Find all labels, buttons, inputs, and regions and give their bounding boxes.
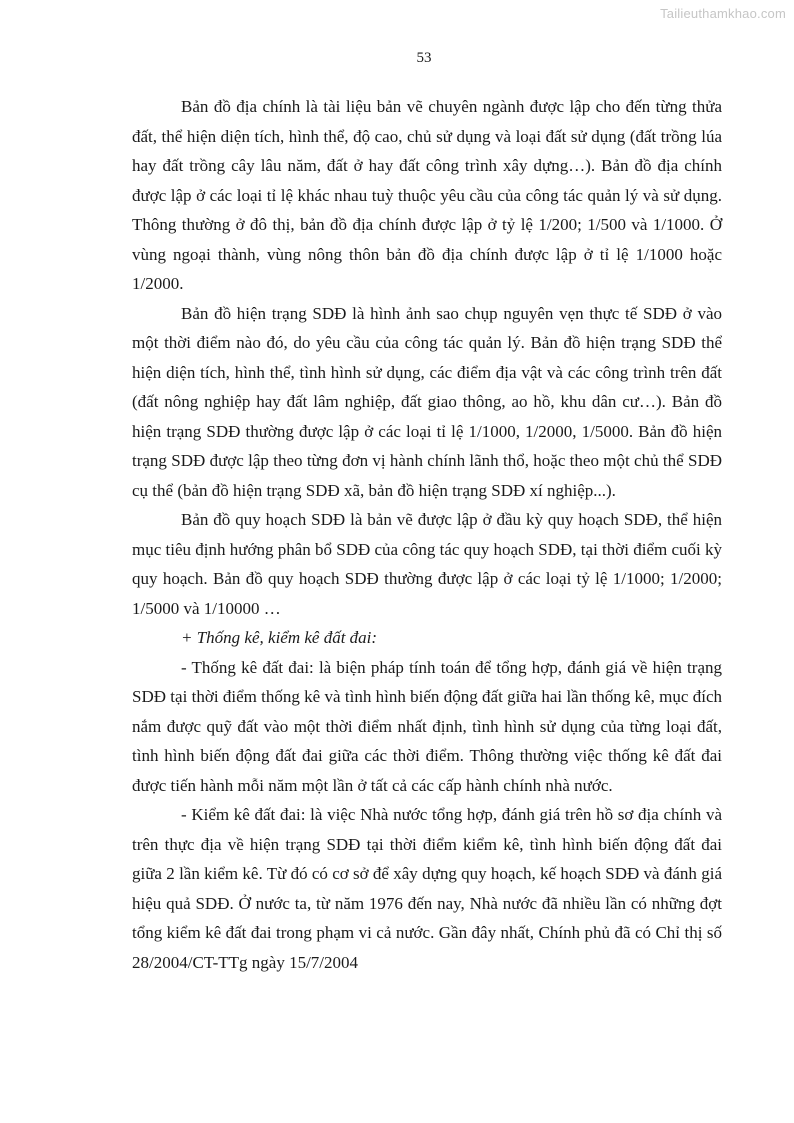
paragraph-land-statistics: - Thống kê đất đai: là biện pháp tính toán để tổng hợp, đánh giá về hiện trạng SDĐ tại thời điểm thống kê và tình hình biến động đất giữa hai lần thống kê, mục đích nắm được quỹ đất vào một thời điểm nhất định, tình hình sử dụng của từng loại đất, tình hình biến động đất đai giữa các thời điểm. Thông thường việc thống kê đất đai được tiến hành mỗi năm một lần ở tất cả các cấp hành chính nhà nước. [132, 657, 722, 795]
paragraph-cadastral-map: Bản đồ địa chính là tài liệu bản vẽ chuyên ngành được lập cho đến từng thửa đất, thể hiện diện tích, hình thể, độ cao, chủ sử dụng và loại đất sử dụng (đất trồng lúa hay đất trồng cây lâu năm, đất ở hay đất công trình xây dựng…). Bản đồ địa chính được lập ở các loại tỉ lệ khác nhau tuỳ thuộc yêu cầu của công tác quản lý và sử dụng. Thông thường ở đô thị, bản đồ địa chính được lập ở tỷ lệ 1/200; 1/500 và 1/1000. Ở vùng ngoại thành, vùng nông thôn bản đồ địa chính được lập ở tỉ lệ 1/1000 hoặc 1/2000. [132, 97, 722, 293]
section-heading-land-statistics: + Thống kê, kiểm kê đất đai: [181, 628, 378, 647]
paragraph-current-land-use-map: Bản đồ hiện trạng SDĐ là hình ảnh sao chụp nguyên vẹn thực tế SDĐ ở vào một thời điểm nào đó, do yêu cầu của công tác quản lý. Bản đồ hiện trạng SDĐ thể hiện diện tích, hình thể, tình hình sử dụng, các điểm địa vật và các công trình trên đất (đất nông nghiệp hay đất lâm nghiệp, đất giao thông, ao hồ, khu dân cư…). Bản đồ hiện trạng SDĐ thường được lập ở các loại tỉ lệ 1/1000, 1/2000, 1/5000. Bản đồ hiện trạng SDĐ được lập theo từng đơn vị hành chính lãnh thổ, hoặc theo một chủ thể SDĐ cụ thể (bản đồ hiện trạng SDĐ xã, bản đồ hiện trạng SDĐ xí nghiệp...). [132, 303, 722, 500]
page-number: 53 [416, 50, 432, 66]
paragraph-land-use-planning-map: Bản đồ quy hoạch SDĐ là bản vẽ được lập ở đầu kỳ quy hoạch SDĐ, thể hiện mục tiêu định hướng phân bổ SDĐ của công tác quy hoạch SDĐ, tại thời điểm cuối kỳ quy hoạch. Bản đồ quy hoạch SDĐ thường được lập ở các loại tỷ lệ 1/1000; 1/2000; 1/5000 và 1/10000 … [132, 510, 722, 618]
paragraph-land-inventory: - Kiểm kê đất đai: là việc Nhà nước tổng hợp, đánh giá trên hồ sơ địa chính và trên thực địa về hiện trạng SDĐ tại thời điểm kiểm kê, tình hình biến động đất đai giữa 2 lần kiểm kê. Từ đó có cơ sở để xây dựng quy hoạch, kế hoạch SDĐ và đánh giá hiệu quả SDĐ. Ở nước ta, từ năm 1976 đến nay, Nhà nước đã nhiều lần có những đợt tổng kiểm kê đất đai trong phạm vi cả nước. Gần đây nhất, Chính phủ đã có Chỉ thị số 28/2004/CT-TTg ngày 15/7/2004 [132, 805, 722, 972]
document-body [132, 92, 722, 977]
watermark-text: Tailieuthamkhao.com [660, 6, 786, 21]
